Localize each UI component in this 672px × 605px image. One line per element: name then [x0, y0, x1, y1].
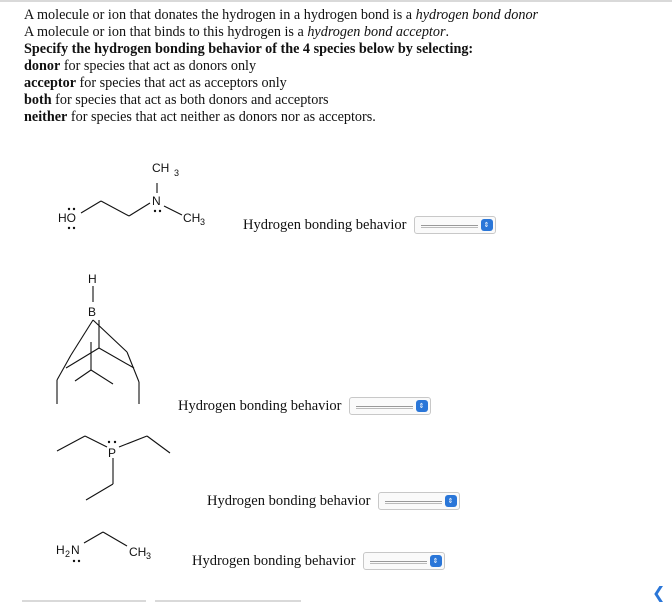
atom-ch3-subscript: 3 — [146, 551, 152, 561]
atom-h2n-nitrogen: N — [71, 543, 80, 557]
species-1-label: Hydrogen bonding behavior — [243, 216, 407, 233]
up-down-arrows-icon: ⇕ — [445, 495, 457, 507]
bottom-divider-left — [22, 600, 146, 602]
atom-hydroxyl: HO — [58, 211, 76, 225]
bottom-divider-right — [155, 600, 301, 602]
option-neither: neither for species that act neither as donors nor as acceptors. — [24, 109, 376, 125]
intro-line-2: A molecule or ion that binds to this hydrogen is a hydrogen bond acceptor. — [24, 24, 450, 40]
intro-line-1: A molecule or ion that donates the hydrogen in a hydrogen bond is a hydrogen bond donor — [24, 7, 539, 23]
instruction-heading: Specify the hydrogen bonding behavior of the 4 species below by selecting: — [24, 41, 474, 57]
species-3-label: Hydrogen bonding behavior — [207, 492, 371, 509]
atom-ch3: CH — [129, 545, 147, 559]
option-donor: donor for species that act as donors only — [24, 58, 257, 74]
atom-boron: B — [88, 305, 97, 319]
up-down-arrows-icon: ⇕ — [430, 555, 442, 567]
species-2-label: Hydrogen bonding behavior — [178, 397, 342, 414]
atom-ch3-right: CH — [183, 211, 201, 225]
option-acceptor: acceptor for species that act as acceptors only — [24, 75, 287, 91]
atom-ch3-top: CH — [152, 161, 170, 175]
species-4-label: Hydrogen bonding behavior — [192, 552, 356, 569]
chevron-left-icon[interactable]: ❮ — [652, 583, 666, 602]
atom-hydrogen: H — [88, 272, 97, 286]
atom-nitrogen: N — [152, 194, 161, 208]
species-4-row — [192, 552, 445, 570]
atom-ch3-top-subscript: 3 — [174, 168, 180, 178]
atom-h2n-h: H — [56, 543, 65, 557]
up-down-arrows-icon: ⇕ — [416, 400, 428, 412]
atom-h2n-subscript: 2 — [65, 549, 71, 559]
up-down-arrows-icon: ⇕ — [481, 219, 493, 231]
option-both: both for species that act as both donors and acceptors — [24, 92, 329, 108]
atom-phosphorus: P — [108, 446, 117, 460]
species-4-select[interactable] — [363, 552, 445, 570]
atom-ch3-right-subscript: 3 — [200, 217, 206, 227]
species-4-select-placeholder — [370, 561, 427, 562]
